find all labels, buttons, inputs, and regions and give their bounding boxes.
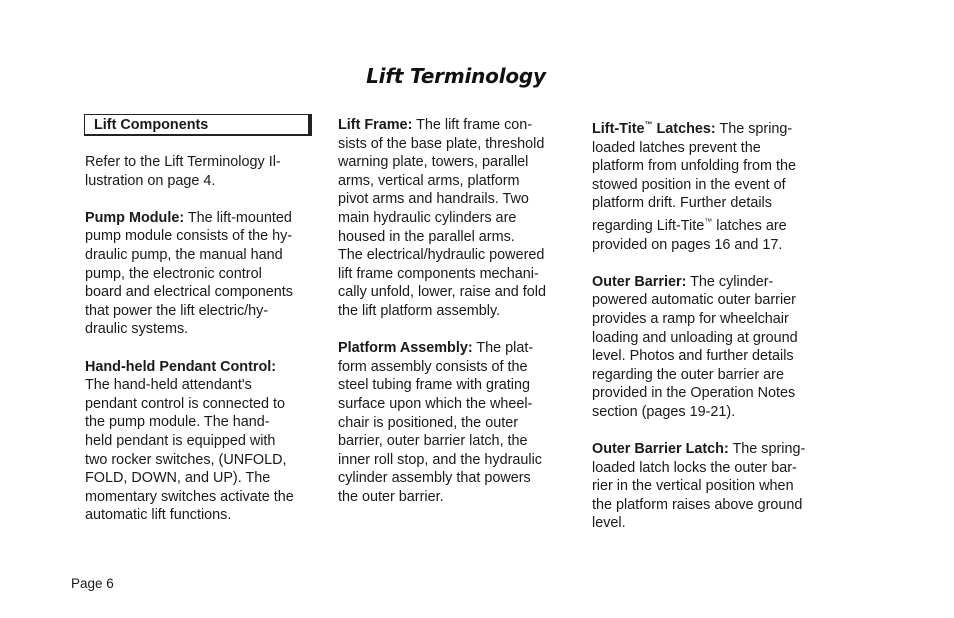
pendant-line: pendant control is connected to xyxy=(85,395,286,412)
pump-line: draulic pump, the manual hand xyxy=(85,246,283,263)
platform-line: inner roll stop, and the hydraulic xyxy=(338,451,542,468)
platform-line: form assembly consists of the xyxy=(338,358,528,375)
intro-line: Refer to the Lift Terminology Il- xyxy=(85,154,281,170)
latch-line: rier in the vertical position when xyxy=(592,478,794,495)
latches-line: regarding Lift-Tite™ latches are xyxy=(592,216,787,234)
frame-line: cally unfold, lower, raise and fold xyxy=(338,284,546,301)
frame-heading: Lift Frame: xyxy=(338,117,413,133)
pump-line: pump, the electronic control xyxy=(85,265,262,282)
pump-line: that power the lift electric/hy- xyxy=(85,302,269,319)
frame-line: arms, vertical arms, platform xyxy=(338,172,520,189)
section-heading: Lift Components xyxy=(94,117,209,133)
frame-line: warning plate, towers, parallel xyxy=(338,154,529,171)
latches-line: loaded latches prevent the xyxy=(592,139,761,156)
platform-line: cylinder assembly that powers xyxy=(338,470,531,487)
barrier-line: powered automatic outer barrier xyxy=(592,292,796,309)
column-3 xyxy=(592,116,832,533)
barrier-heading: Outer Barrier: xyxy=(592,273,687,290)
latch-line: loaded latch locks the outer bar- xyxy=(592,459,797,476)
intro-line: lustration on page 4. xyxy=(85,172,216,189)
frame-line: pivot arms and handrails. Two xyxy=(338,191,529,208)
pump-heading: Pump Module: xyxy=(85,209,185,226)
platform-line: Platform Assembly: The plat- xyxy=(338,340,534,357)
barrier-line: provided in the Operation Notes xyxy=(592,385,796,402)
platform-line: the outer barrier. xyxy=(338,488,444,505)
pendant-line: momentary switches activate the xyxy=(85,488,294,505)
platform-line: chair is positioned, the outer xyxy=(338,414,518,431)
column-2 xyxy=(338,116,570,506)
pendant-heading: Hand-held Pendant Control: xyxy=(85,358,277,375)
barrier-line: level. Photos and further details xyxy=(592,348,794,365)
barrier-line: section (pages 19-21). xyxy=(592,403,736,420)
frame-line: lift frame components mechani- xyxy=(338,265,539,282)
barrier-line: regarding the outer barrier are xyxy=(592,366,784,383)
pendant-line: FOLD, DOWN, and UP). The xyxy=(85,470,271,487)
barrier-line: provides a ramp for wheelchair xyxy=(592,310,789,327)
frame-line: the lift platform assembly. xyxy=(338,302,501,319)
pump-line: Pump Module: The lift-mounted xyxy=(85,209,292,226)
platform-line: barrier, outer barrier latch, the xyxy=(338,433,528,450)
frame-line: The electrical/hydraulic powered xyxy=(338,247,545,264)
barrier-line: loading and unloading at ground xyxy=(592,329,798,346)
frame-line: housed in the parallel arms. xyxy=(338,228,515,245)
frame-line: Lift Frame: The lift frame con- xyxy=(338,117,533,133)
latch-line: Outer Barrier Latch: The spring- xyxy=(592,441,806,458)
pendant-line: the pump module. The hand- xyxy=(85,414,270,431)
pendant-line: automatic lift functions. xyxy=(85,507,232,524)
latch-line: level. xyxy=(592,515,626,532)
platform-heading: Platform Assembly: xyxy=(338,340,473,357)
pump-line: pump module consists of the hy- xyxy=(85,228,293,245)
platform-line: steel tubing frame with grating xyxy=(338,377,530,394)
latches-line: platform drift. Further details xyxy=(592,195,772,212)
trademark-mark: ™ xyxy=(644,120,653,129)
latches-line: platform from unfolding from the xyxy=(592,158,796,175)
pump-line: board and electrical components xyxy=(85,284,293,301)
pendant-line: The hand-held attendant's xyxy=(85,377,252,394)
pendant-line: two rocker switches, (UNFOLD, xyxy=(85,451,287,468)
page-number: Page 6 xyxy=(71,576,114,591)
platform-line: surface upon which the wheel- xyxy=(338,395,533,412)
column-1 xyxy=(85,116,317,525)
trademark-mark: ™ xyxy=(704,216,713,226)
page-title: Lift Terminology xyxy=(366,64,546,88)
latch-heading: Outer Barrier Latch: xyxy=(592,441,729,458)
barrier-line: Outer Barrier: The cylinder- xyxy=(592,273,774,290)
latches-line: stowed position in the event of xyxy=(592,176,786,193)
latches-line: Lift-Tite™ Latches: The spring- xyxy=(592,120,793,137)
pendant-line: held pendant is equipped with xyxy=(85,432,276,449)
frame-line: sists of the base plate, threshold xyxy=(338,135,545,152)
pump-line: draulic systems. xyxy=(85,321,189,338)
latches-heading: Lift-Tite™ Latches: xyxy=(592,120,716,137)
latches-line: provided on pages 16 and 17. xyxy=(592,236,783,253)
latch-line: the platform raises above ground xyxy=(592,496,803,513)
frame-line: main hydraulic cylinders are xyxy=(338,209,517,226)
